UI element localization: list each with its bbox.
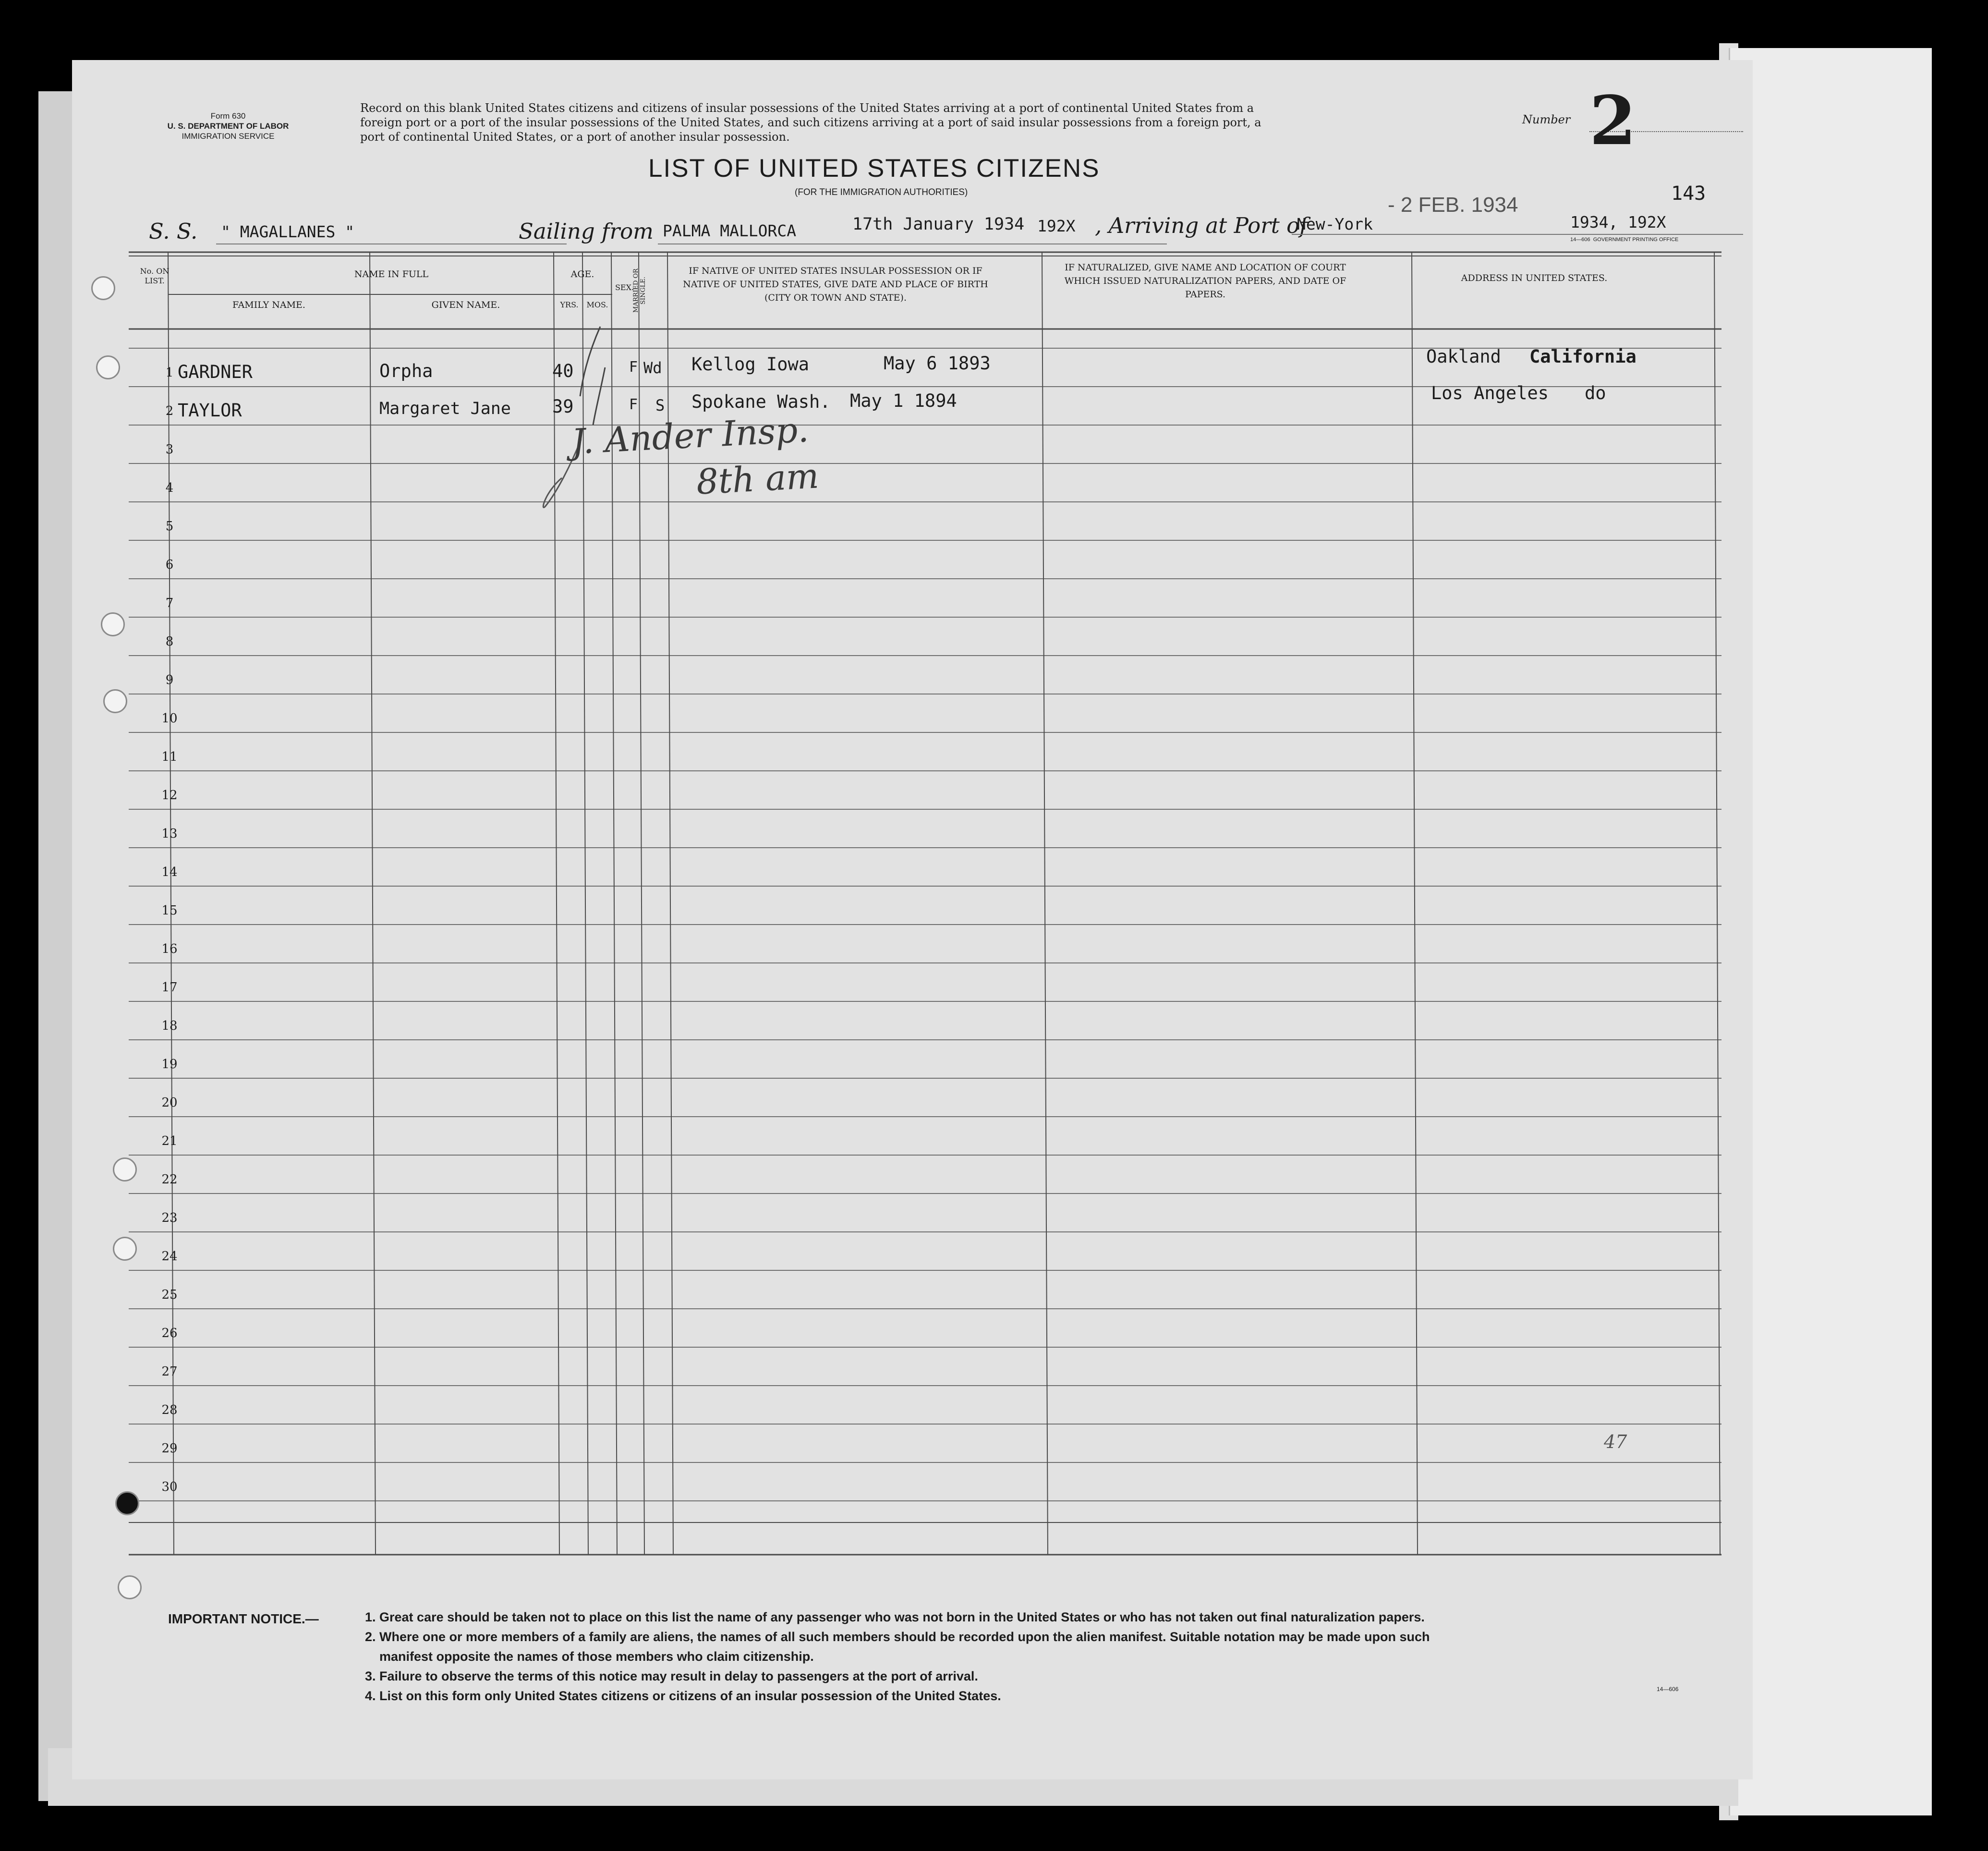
notice-label: IMPORTANT NOTICE.— [168, 1611, 319, 1626]
row-number: 1 [165, 365, 174, 380]
arrival-date-stamp: - 2 FEB. 1934 [1388, 193, 1518, 217]
row-number: 26 [161, 1326, 178, 1340]
family-name: GARDNER [178, 362, 253, 382]
col-naturalized: IF NATURALIZED, GIVE NAME AND LOCATION OF COURT WHICH ISSUED NATURALIZATION PAPERS, AND DATE OF PAPERS. [1064, 262, 1346, 300]
handwritten-page-count: 47 [1604, 1431, 1627, 1452]
col-age-mos: MOS. [586, 300, 608, 309]
print-office: GOVERNMENT PRINTING OFFICE [1593, 237, 1679, 243]
sex: F [629, 396, 638, 413]
row-number: 9 [165, 673, 174, 687]
row-number: 13 [161, 827, 178, 841]
sailing-label: Sailing from [519, 219, 654, 244]
row-number: 11 [161, 750, 178, 764]
page-subtitle: (FOR THE IMMIGRATION AUTHORITIES) [795, 187, 968, 197]
birth-place: Spokane Wash. [691, 391, 831, 412]
notice-code: 14—606 [1657, 1686, 1679, 1693]
manifest-sheet [72, 60, 1753, 1779]
port-to: New-York [1297, 215, 1373, 233]
row-number: 10 [161, 711, 178, 726]
row-number: 16 [161, 942, 178, 956]
instruction-line: Record on this blank United States citizens and citizens of insular possessions of the United States arriving at a port of continental United States from a [360, 101, 1254, 115]
col-address: ADDRESS IN UNITED STATES. [1461, 273, 1608, 283]
row-number: 30 [161, 1480, 178, 1494]
row-number: 20 [161, 1096, 178, 1110]
row-number: 6 [165, 558, 174, 572]
print-code-no: 14—606 [1570, 237, 1590, 243]
col-age-yrs: YRS. [560, 300, 579, 309]
form-number: Form 630 [210, 111, 246, 121]
departure-date: 17th January 1934 [852, 215, 1025, 234]
row-number: 15 [161, 903, 178, 918]
row-number: 7 [165, 596, 174, 610]
row-number: 29 [161, 1441, 178, 1456]
notice-item: manifest opposite the names of those members who claim citizenship. [379, 1649, 814, 1664]
page-title: LIST OF UNITED STATES CITIZENS [648, 154, 1100, 183]
col-name-in-full: NAME IN FULL [354, 269, 429, 280]
birth-date: May 6 1893 [884, 353, 991, 374]
notice-item: 4. List on this form only United States citizens or citizens of an insular possession of the United States. [365, 1689, 1001, 1703]
row-number: 2 [165, 404, 174, 418]
instruction-line: port of continental United States, or a port of another insular possession. [360, 130, 790, 144]
col-sex: SEX. [615, 283, 634, 292]
row-number: 14 [161, 865, 178, 879]
row-number: 21 [161, 1134, 178, 1148]
row-number: 4 [165, 481, 174, 495]
row-number: 3 [165, 442, 174, 457]
col-married-single: MARRIED OR SINGLE. [632, 268, 647, 313]
col-given-name: GIVEN NAME. [431, 300, 500, 310]
department: U. S. DEPARTMENT OF LABOR [167, 122, 289, 131]
year-struck: 192X [1628, 213, 1666, 231]
page-stack-right [1729, 48, 1932, 1815]
age-years: 40 [552, 361, 574, 381]
row-number: 19 [161, 1057, 178, 1072]
arriving-label: , Arriving at Port of [1095, 213, 1308, 238]
row-number: 17 [161, 980, 178, 995]
ss-label: S. S. [149, 219, 198, 244]
address-city: Oakland [1426, 346, 1501, 367]
year-struck: 192X [1037, 217, 1076, 235]
inspector-signature-strokes [72, 60, 1753, 1779]
notice-item: 1. Great care should be taken not to place on this list the name of any passenger who was not born in the United States or who has not taken out final naturalization papers. [365, 1610, 1425, 1624]
inspector-signature: J. Ander Insp. [570, 409, 810, 462]
row-number: 27 [161, 1364, 178, 1379]
address-state: California [1529, 346, 1636, 367]
row-number: 18 [161, 1019, 178, 1033]
row-number: 22 [161, 1172, 178, 1187]
marital-status: Wd [643, 359, 662, 377]
list-number: 2 [1589, 82, 1636, 160]
age-years: 39 [552, 396, 574, 417]
col-age: AGE. [570, 269, 594, 280]
family-name: TAYLOR [178, 400, 242, 421]
col-birth: IF NATIVE OF UNITED STATES INSULAR POSSESSION OR IF NATIVE OF UNITED STATES, GIVE DATE AND PLACE OF BIRTH (CITY OR TOWN AND STATE). [683, 266, 988, 303]
row-number: 12 [161, 788, 178, 803]
row-number: 8 [165, 634, 174, 649]
row-number: 28 [161, 1403, 178, 1417]
instruction-line: foreign port or a port of the insular possessions of the United States, and such citizens arriving at a port of said insular possessions from a foreign port, a [360, 116, 1261, 129]
port-from: PALMA MALLORCA [663, 221, 797, 240]
birth-date: May 1 1894 [850, 390, 957, 411]
notice-item: 2. Where one or more members of a family are aliens, the names of all such members should be recorded upon the alien manifest. Suitable notation may be made upon such [365, 1630, 1430, 1644]
ship-name: " MAGALLANES " [221, 222, 355, 241]
col-family-name: FAMILY NAME. [232, 300, 305, 310]
birth-place: Kellog Iowa [691, 354, 810, 375]
important-notice [365, 1607, 1430, 1706]
row-number: 24 [161, 1249, 178, 1264]
service: IMMIGRATION SERVICE [182, 132, 275, 141]
number-label: Number [1522, 113, 1571, 126]
row-number: 23 [161, 1211, 178, 1225]
row-number: 25 [161, 1288, 178, 1302]
address-city: Los Angeles [1431, 383, 1549, 403]
address-state: do [1585, 383, 1606, 403]
sex: F [629, 359, 638, 376]
given-name: Margaret Jane [379, 399, 511, 418]
arrival-year: 1934, [1570, 213, 1618, 231]
row-number: 5 [165, 519, 174, 534]
page-stamp: 143 [1671, 183, 1706, 205]
col-no-on-list: No. ON LIST. [140, 267, 170, 285]
given-name: Orpha [379, 361, 433, 381]
notice-item: 3. Failure to observe the terms of this notice may result in delay to passengers at the port of arrival. [365, 1669, 978, 1683]
marital-status: S [655, 396, 665, 414]
handwritten-class: 8th am [695, 455, 820, 502]
